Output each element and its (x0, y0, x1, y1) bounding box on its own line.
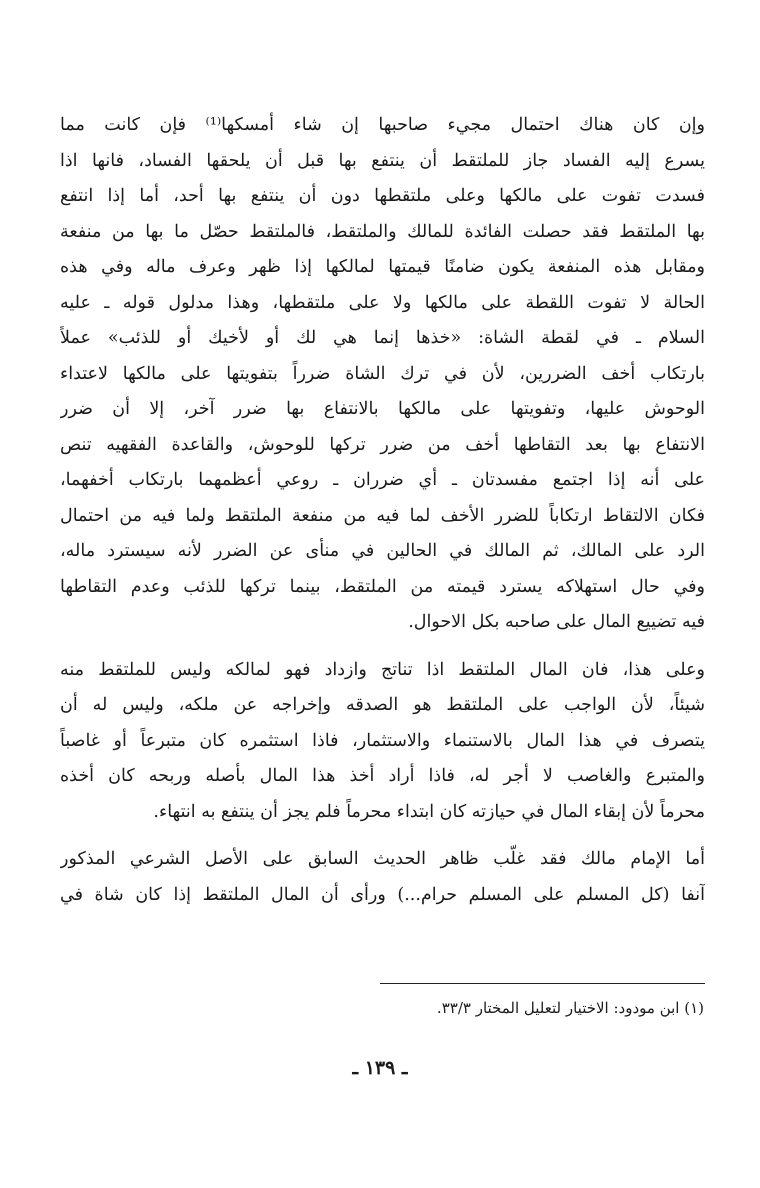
text-line: الرد على المالك، ثم المالك في الحالين في منأى عن الضرر لأنه سيسترد ماله، (60, 541, 705, 561)
footnote-divider (380, 983, 705, 984)
paragraph-2 (60, 653, 705, 831)
text-line: بها الملتقط فقد حصلت الفائدة للمالك والملتقط، فالملتقط حصّل ما بها من منفعة (60, 221, 705, 242)
text-line: على أنه إذا اجتمع مفسدتان ـ أي ضرران ـ روعي أعظمهما بارتكاب أخفهما، (60, 470, 705, 490)
text-line: الحالة لا تفوت اللقطة على مالكها ولا على ملتقطها، وهذا مدلول قوله ـ عليه (60, 292, 705, 313)
text-line: شيئاً، لأن الواجب على الملتقط هو الصدقه وإخراجه عن ملكه، وليس له أن (60, 695, 705, 715)
text-line: وفي حال استهلاكه يسترد قيمته من الملتقط، بينما تركها للذئب وعدم التقاطها (60, 576, 705, 597)
text-line: وإن كان هناك احتمال مجيء صاحبها إن شاء أمسكها⁽¹⁾ فإن كانت مما (60, 115, 705, 135)
text-line: ومقابل هذه المنفعة يكون ضامنًا قيمتها لمالكها إذا ظهر وعرف ماله وفي هذه (60, 257, 705, 277)
text-line: بارتكاب أخف الضررين، لأن في ترك الشاة ضرراً بتفويتها على مالكها لاعتداء (60, 363, 705, 384)
text-line: وعلى هذا، فان المال الملتقط اذا تناتج وازداد فهو لمالكه وليس للملتقط منه (60, 659, 705, 680)
text-line: فيه تضييع المال على صاحبه بكل الاحوال. (408, 612, 705, 632)
text-line: السلام ـ في لقطة الشاة: «خذها إنما هي لك أو لأخيك أو للذئب» عملاً (60, 328, 705, 348)
text-line: فكان الالتقاط ارتكاباً للضرر الأخف لما فيه من منفعة الملتقط ولما فيه من احتمال (60, 505, 705, 526)
text-line: الانتفاع بها بعد التقاطها أخف من ضرر تركها للوحوش، والقاعدة الفقهيه تنص (60, 434, 705, 455)
text-line: والمتبرع والغاصب لا أجر له، فاذا أراد أخذ هذا المال بأصله وربحه كان أخذه (60, 766, 705, 786)
footnote: (١) ابن مودود: الاختيار لتعليل المختار ٣٣/٣. (436, 999, 704, 1017)
text-line: فسدت تفوت على مالكها وعلى ملتقطها دون أن ينتفع بها أحد، أما إذا انتفع (60, 186, 705, 206)
text-line: أما الإمام مالك فقد غلّب ظاهر الحديث السابق على الأصل الشرعي المذكور (60, 849, 705, 869)
paragraph-3 (60, 842, 705, 913)
text-line: الوحوش عليها، وتفويتها على مالكها بالانتفاع بها ضرر آخر، إلا أن ضرر (60, 399, 705, 419)
text-line: محرماً لأن إبقاء المال في حيازته كان ابتداء محرماً فلم يجز أن ينتفع به انتهاء. (153, 801, 705, 822)
paragraph-1 (60, 108, 705, 641)
text-line: يتصرف في هذا المال بالاستنماء والاستثمار، فاذا استثمره كان متبرعاً أو غاصباً (60, 730, 705, 751)
text-line: آنفا (كل المسلم على المسلم حرام...) ورأى أن المال الملتقط إذا كان شاة في (60, 884, 705, 905)
text-line: يسرع إليه الفساد جاز للملتقط أن ينتفع بها قبل أن يلحقها الفساد، فانها اذا (60, 150, 705, 171)
page-number: ـ ١٣٩ ـ (352, 1057, 408, 1079)
main-text (60, 108, 705, 913)
